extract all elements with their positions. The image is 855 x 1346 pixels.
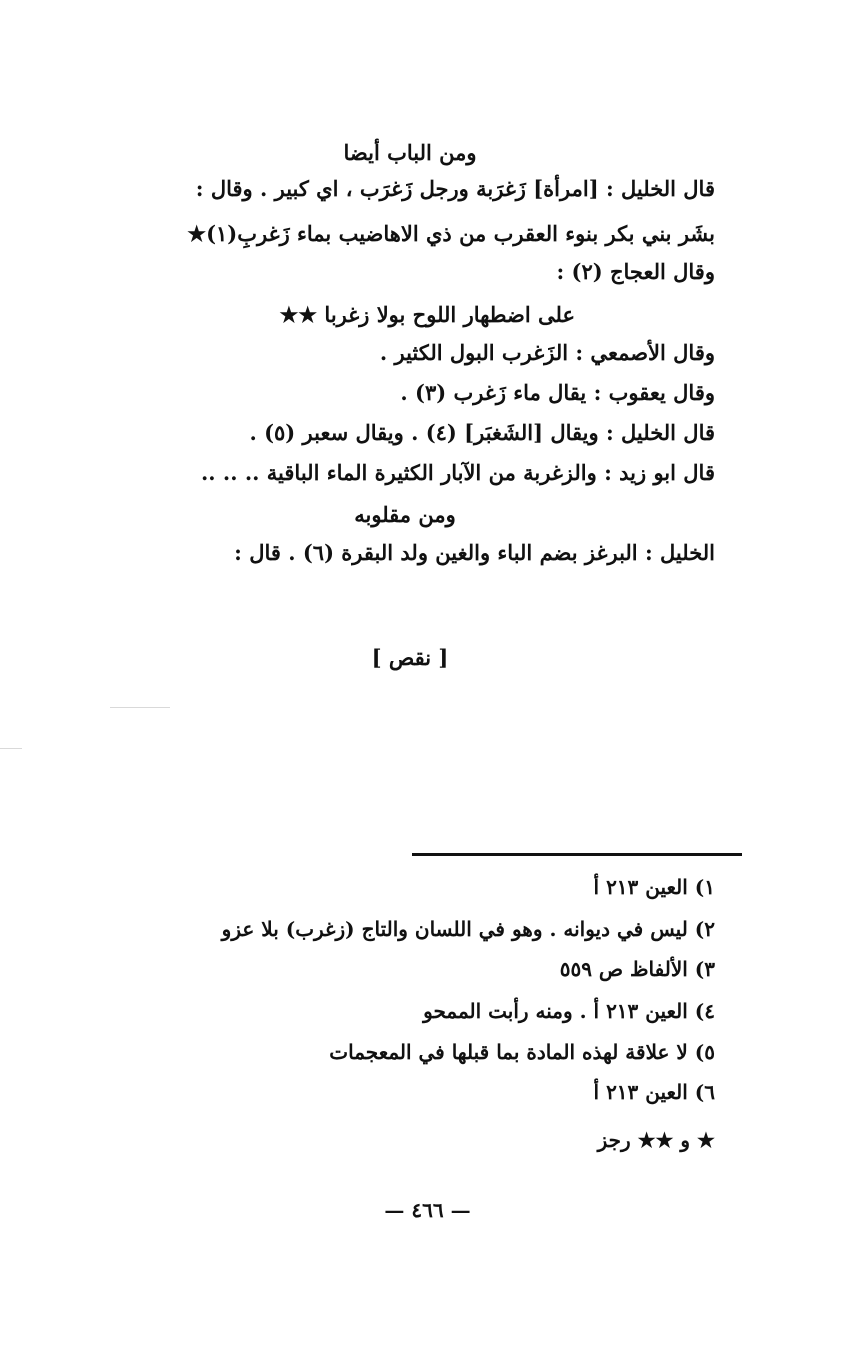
- footnote-3: ٣) الألفاظ ص ٥٥٩: [559, 957, 715, 981]
- subsection-heading: ومن مقلوبه: [354, 502, 456, 527]
- footnote-5: ٥) لا علاقة لهذه المادة بما قبلها في المعجمات: [329, 1040, 715, 1064]
- text-line-2-verse: بشَر بني بكر بنوء العقرب من ذي الاهاضيب بماء زَغربِ(١)★: [187, 221, 715, 246]
- lacuna-marker: [ نقص ]: [371, 645, 449, 670]
- text-line-7: قال الخليل : ويقال [الشَغبَر] (٤) . ويقال سعبر (٥) .: [249, 420, 715, 445]
- section-heading: ومن الباب أيضا: [343, 140, 477, 165]
- footnote-1: ١) العين ٢١٣ أ: [593, 875, 715, 899]
- scan-artifact-line: [0, 748, 22, 749]
- footnote-separator: [412, 853, 742, 856]
- text-line-5: وقال الأصمعي : الزَغرب البول الكثير .: [379, 340, 715, 365]
- footnote-meter: ★ و ★★ رجز: [597, 1128, 715, 1152]
- text-line-8: قال ابو زيد : والزغربة من الآبار الكثيرة الماء الباقية .. .. ..: [201, 460, 715, 485]
- page-number: — ٤٦٦ —: [384, 1198, 471, 1222]
- scan-artifact-line: [110, 707, 170, 708]
- text-line-1: قال الخليل : [امرأة] زَغرَبة ورجل زَغرَب ، اي كبير . وقال :: [195, 176, 715, 201]
- footnote-4: ٤) العين ٢١٣ أ . ومنه رأبت الممحو: [423, 999, 715, 1023]
- text-line-6: وقال يعقوب : يقال ماء زَغرب (٣) .: [400, 380, 715, 405]
- text-line-9: الخليل : البرغز بضم الباء والغين ولد البقرة (٦) . قال :: [234, 540, 715, 565]
- text-line-4-verse: على اضطهار اللوح بولا زغربا ★★: [279, 302, 575, 327]
- footnote-6: ٦) العين ٢١٣ أ: [593, 1080, 715, 1104]
- text-line-3: وقال العجاج (٢) :: [556, 259, 715, 284]
- footnote-2: ٢) ليس في ديوانه . وهو في اللسان والتاج (زغرب) بلا عزو: [221, 917, 715, 941]
